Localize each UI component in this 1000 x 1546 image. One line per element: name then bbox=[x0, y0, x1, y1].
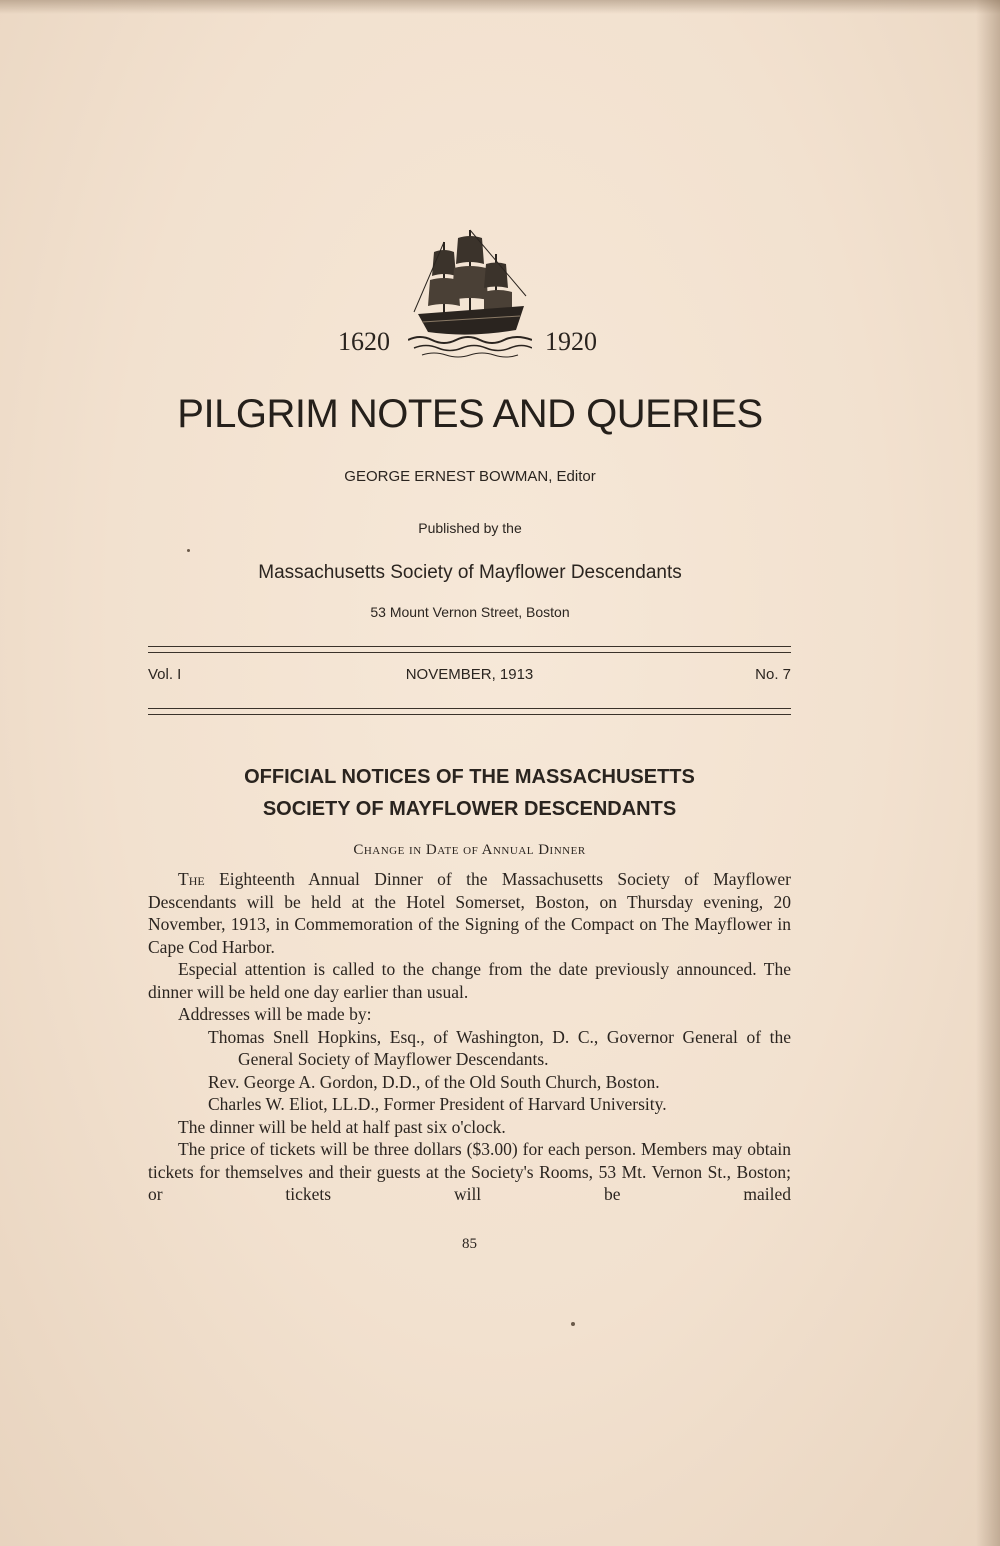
article-body bbox=[148, 868, 791, 1206]
article-subheading: Change in Date of Annual Dinner bbox=[353, 842, 586, 858]
page-number: 85 bbox=[462, 1236, 477, 1252]
paragraph-2: Especial attention is called to the change from the date previously announced. The dinner will be held one day earlier than usual. bbox=[148, 959, 791, 1002]
issue-date: NOVEMBER, 1913 bbox=[405, 666, 534, 683]
ship-icon bbox=[408, 226, 532, 358]
paper-speck bbox=[187, 549, 190, 552]
paragraph-1-lead: The bbox=[178, 869, 205, 889]
paragraph-4: The dinner will be held at half past six o'clock. bbox=[178, 1116, 506, 1137]
issue-info bbox=[148, 666, 791, 690]
volume-label: Vol. I bbox=[148, 666, 182, 683]
divider-bottom bbox=[148, 708, 791, 715]
paragraph-3: Addresses will be made by: bbox=[178, 1004, 372, 1024]
article-heading-line2: SOCIETY OF MAYFLOWER DESCENDANTS bbox=[262, 798, 677, 820]
divider-top bbox=[148, 646, 791, 653]
paragraph-5: The price of tickets will be three dollars ($3.00) for each person. Members may obtain tickets for themselves and their guests at the Society's Rooms, 53 Mt. Vernon St., Boston; or tickets will be mailed bbox=[148, 1139, 791, 1204]
page-edge-shadow bbox=[976, 0, 1000, 1546]
issue-number: No. 7 bbox=[755, 666, 791, 683]
publication-title: PILGRIM NOTES AND QUERIES bbox=[177, 392, 763, 436]
editor-line: GEORGE ERNEST BOWMAN, Editor bbox=[344, 468, 596, 485]
speaker-2: Rev. George A. Gordon, D.D., of the Old South Church, Boston. bbox=[208, 1071, 660, 1092]
page-top-shadow bbox=[0, 0, 1000, 14]
paper-speck bbox=[571, 1322, 575, 1326]
paragraph-1-text: Eighteenth Annual Dinner of the Massachusetts Society of Mayflower Descendants will be held at the Hotel Somerset, Boston, on Thursday evening, 20 November, 1913, in Commemoration of the Signing of the Compact on The Mayflower in Cape Cod Harbor. bbox=[148, 869, 791, 957]
year-end: 1920 bbox=[545, 327, 597, 356]
speaker-1: Thomas Snell Hopkins, Esq., of Washington, D. C., Governor General of the General Society of Mayflower Descendants. bbox=[208, 1026, 791, 1069]
published-by: Published by the bbox=[418, 520, 522, 536]
paragraph-1 bbox=[148, 868, 791, 958]
publisher-address: 53 Mount Vernon Street, Boston bbox=[370, 604, 570, 620]
article-heading-line1: OFFICIAL NOTICES OF THE MASSACHUSETTS bbox=[244, 766, 695, 788]
publisher-society: Massachusetts Society of Mayflower Descendants bbox=[258, 562, 682, 583]
year-start: 1620 bbox=[338, 327, 390, 356]
speaker-3: Charles W. Eliot, LL.D., Former President of Harvard University. bbox=[208, 1094, 667, 1114]
